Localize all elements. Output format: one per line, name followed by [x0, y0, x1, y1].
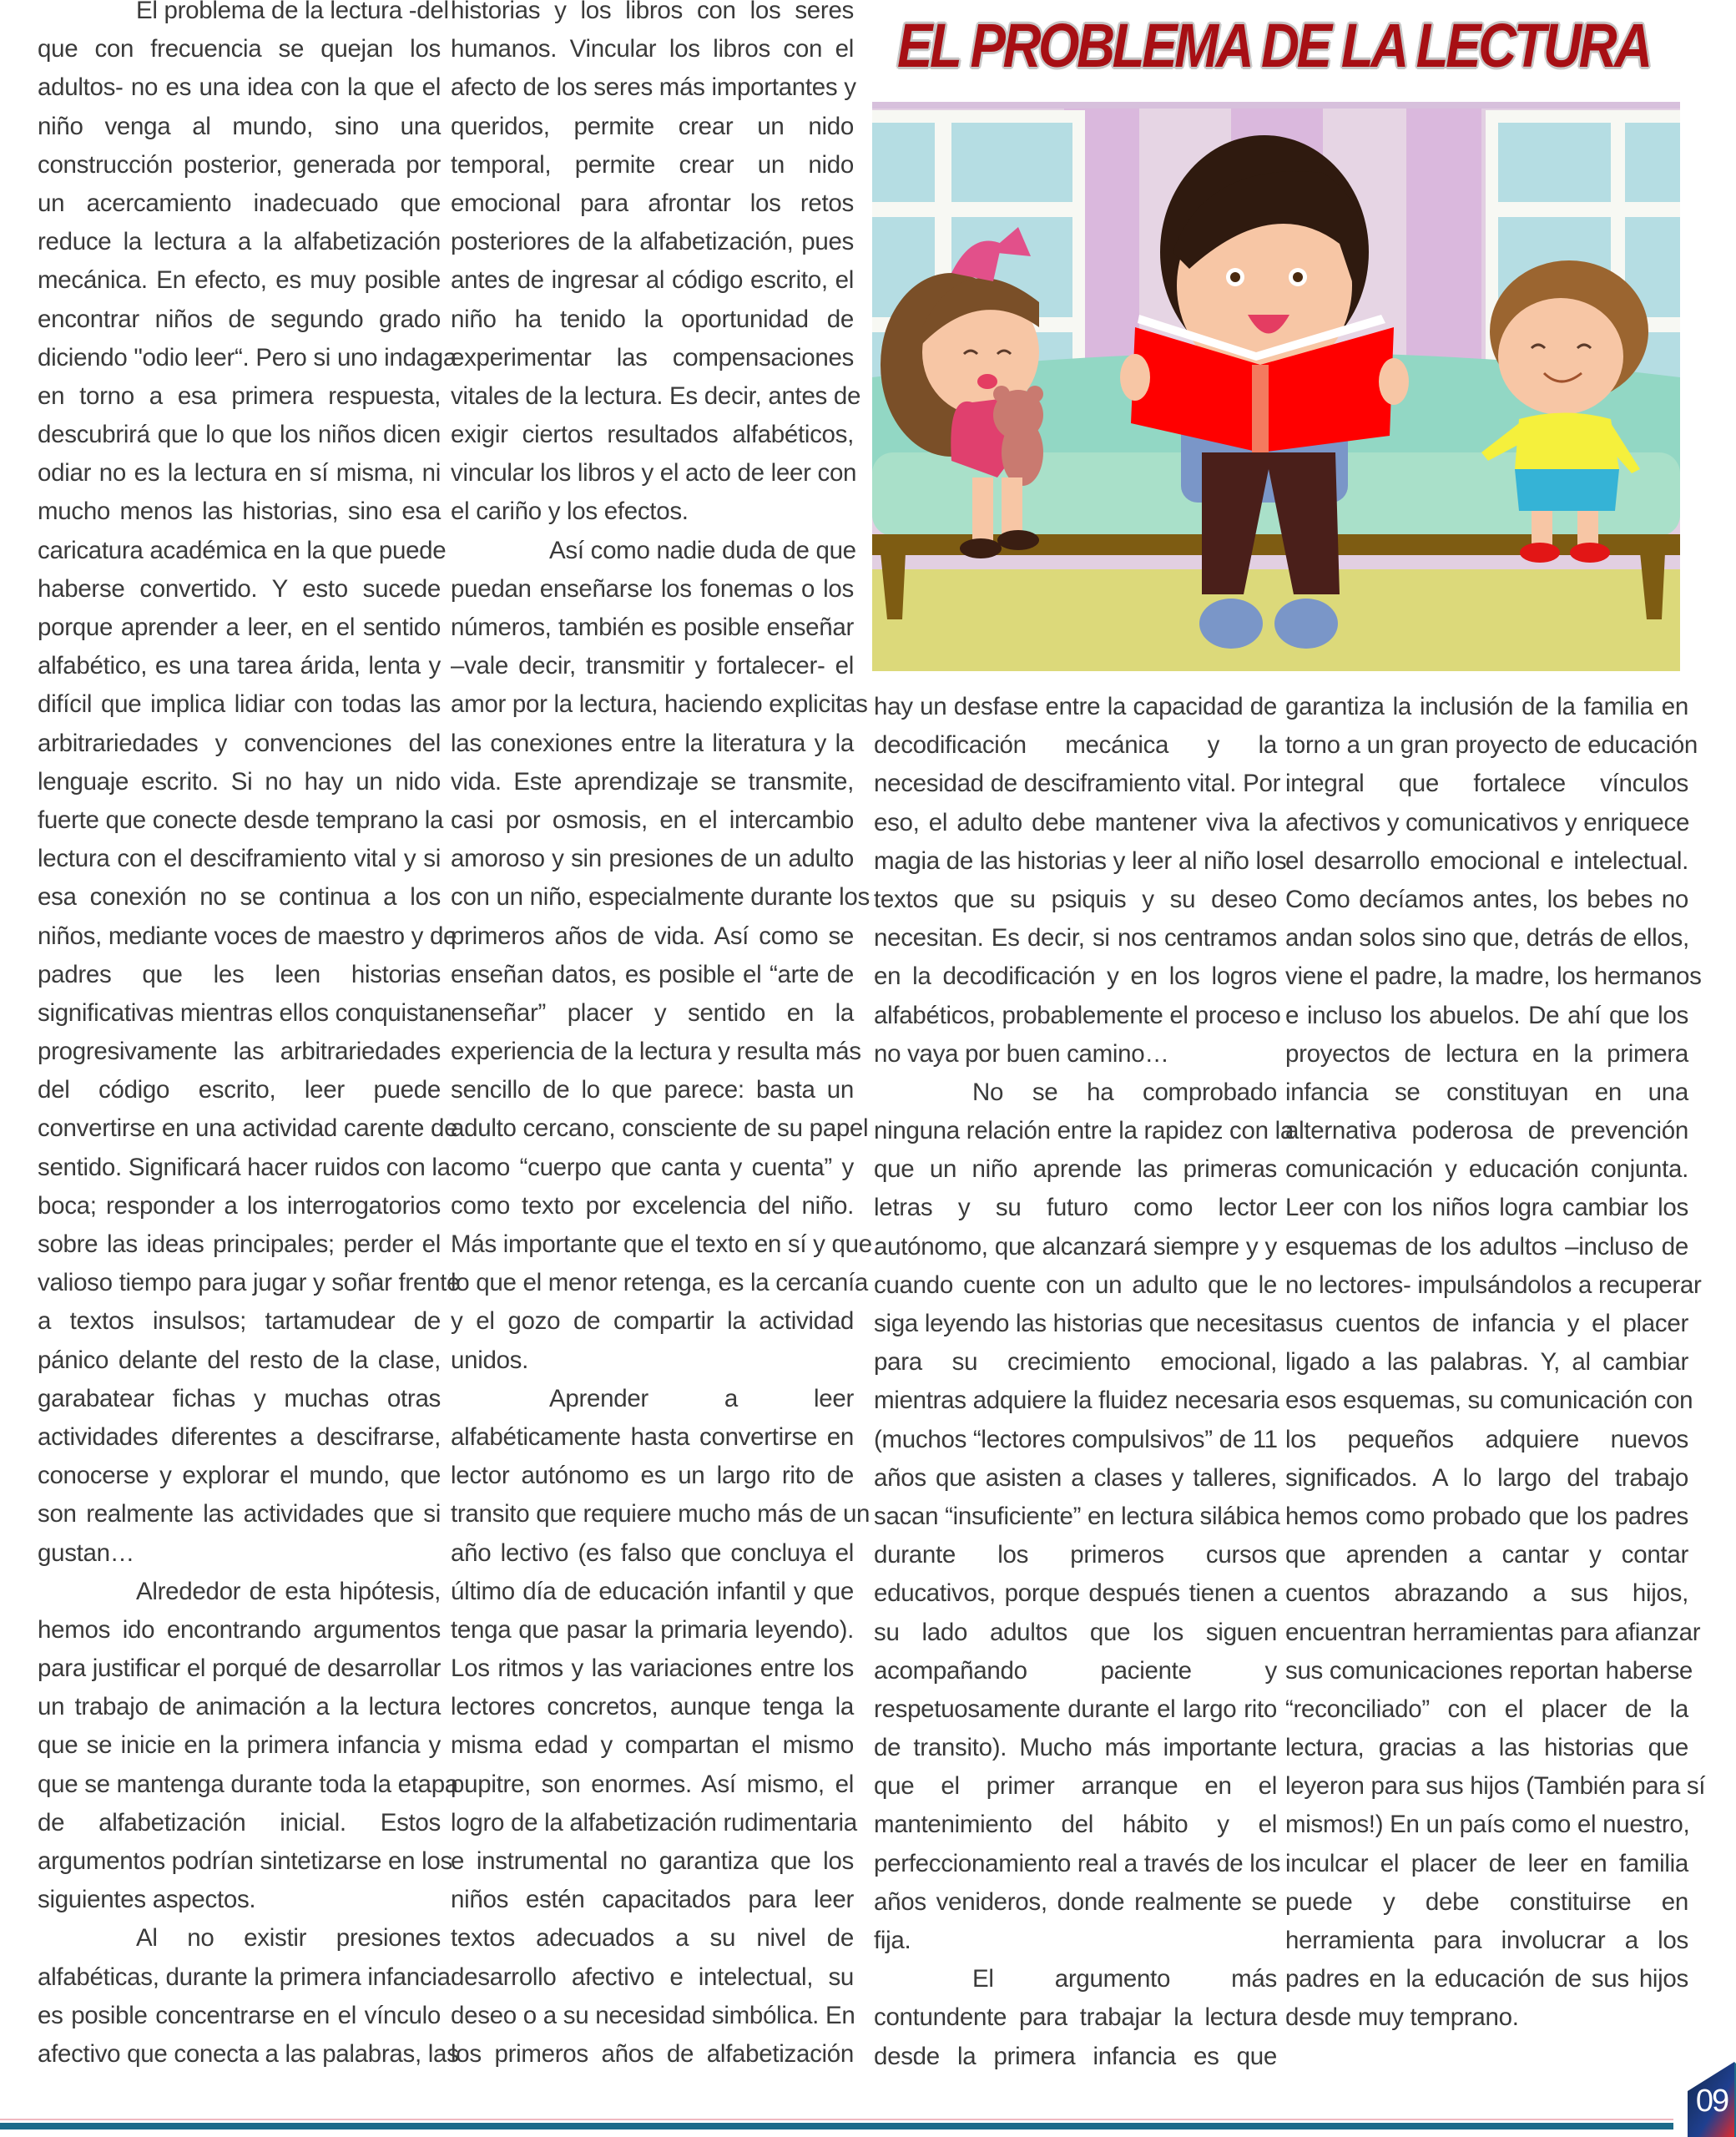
text-line: garabatear fichas y muchas otras: [38, 1384, 441, 1412]
text-line: vitales de la lectura. Es decir, antes de: [451, 381, 861, 410]
text-line: sencillo de lo que parece: basta un: [451, 1076, 854, 1104]
text-line: sobre las ideas principales; perder el: [38, 1230, 441, 1258]
text-line: alfabéticas, durante la primera infancia: [38, 1963, 451, 1991]
text-line: casi por osmosis, en el intercambio: [451, 806, 854, 834]
text-line: lo que el menor retenga, es la cercanía: [451, 1269, 868, 1297]
text-line: proyectos de lectura en la primera: [1285, 1039, 1688, 1068]
text-line: las conexiones entre la literatura y la: [451, 729, 854, 757]
text-line: padres en la educación de sus hijos: [1285, 1965, 1688, 1993]
text-line: niños, mediante voces de maestro y de: [38, 922, 457, 950]
text-line: año lectivo (es falso que concluya el: [451, 1538, 854, 1567]
text-line: textos que su psiquis y su deseo: [874, 885, 1277, 913]
text-line: alternativa poderosa de prevención: [1285, 1117, 1688, 1145]
text-line: reduce la lectura a la alfabetización: [38, 228, 441, 256]
text-line: su lado adultos que los siguen: [874, 1618, 1277, 1646]
text-line: Como decíamos antes, los bebes no: [1285, 885, 1688, 913]
text-line: gustan…: [38, 1538, 134, 1567]
text-line: durante los primeros cursos: [874, 1541, 1277, 1569]
text-line: torno a un gran proyecto de educación: [1285, 731, 1698, 760]
text-line: sacan “insuficiente” en lectura silábica: [874, 1502, 1280, 1530]
text-line: niño ha tenido la oportunidad de: [451, 305, 854, 333]
text-line: encontrar niños de segundo grado: [38, 305, 441, 333]
text-line: El argumento más: [972, 1965, 1277, 1993]
text-line: e incluso los abuelos. De ahí que los: [1285, 1001, 1688, 1029]
text-line: Aprender a leer: [549, 1384, 854, 1412]
text-line: primeros años de vida. Así como se: [451, 922, 854, 950]
text-line: (muchos “lectores compulsivos” de 11: [874, 1425, 1278, 1453]
text-line: años venideros, donde realmente se: [874, 1887, 1277, 1916]
text-line: del código escrito, leer puede: [38, 1076, 441, 1104]
text-line: como “cuerpo que canta y cuenta” y: [451, 1153, 854, 1181]
text-line: es posible concentrarse en el vínculo: [38, 2001, 441, 2029]
text-line: afectivo que conecta a las palabras, las: [38, 2039, 459, 2068]
article-column-2: [451, 0, 872, 2074]
text-line: mismos!) En un país como el nuestro,: [1285, 1811, 1690, 1839]
text-line: necesidad de desciframiento vital. Por: [874, 770, 1281, 798]
text-line: tenga que pasar la primaria leyendo).: [451, 1615, 854, 1644]
text-line: fija.: [874, 1927, 911, 1954]
text-line: alfabético, es una tarea árida, lenta y: [38, 652, 441, 680]
text-line: logro de la alfabetización rudimentaria: [451, 1808, 857, 1836]
text-line: vida. Este aprendizaje se transmite,: [451, 767, 854, 796]
text-line: que aprenden a cantar y contar: [1285, 1541, 1688, 1569]
text-line: pánico delante del resto de la clase,: [38, 1346, 441, 1374]
text-line: enseñan datos, es posible el “arte de: [451, 960, 854, 988]
text-line: inculcar el placer de leer en familia: [1285, 1849, 1688, 1877]
text-line: leyeron para sus hijos (También para sí: [1285, 1772, 1706, 1801]
text-line: no vaya por buen camino…: [874, 1039, 1169, 1068]
text-line: convertirse en una actividad carente de: [38, 1114, 458, 1143]
text-line: integral que fortalece vínculos: [1285, 770, 1688, 798]
text-line: el desarrollo emocional e intelectual.: [1285, 846, 1688, 875]
text-line: siga leyendo las historias que necesita: [874, 1310, 1286, 1337]
text-line: andan solos sino que, detrás de ellos,: [1285, 924, 1689, 952]
text-line: porque aprender a leer, en el sentido: [38, 614, 441, 641]
text-line: de transito). Mucho más importante: [874, 1734, 1277, 1762]
text-line: arbitrariedades y convenciones del: [38, 729, 441, 757]
text-line: fuerte que conecte desde temprano la: [38, 806, 444, 834]
text-line: misma edad y compartan el mismo: [451, 1731, 854, 1760]
text-line: comunicación y educación conjunta.: [1285, 1155, 1688, 1184]
text-line: decodificación mecánica y la: [874, 731, 1277, 760]
text-line: queridos, permite crear un nido: [451, 112, 854, 140]
text-line: historias y los libros con los seres: [451, 0, 854, 24]
text-line: perfeccionamiento real a través de los: [874, 1849, 1281, 1877]
text-line: desde la primera infancia es que: [874, 2042, 1277, 2070]
text-line: magia de las historias y leer al niño los: [874, 846, 1287, 875]
text-line: El problema de la lectura -del: [136, 0, 449, 24]
text-line: posteriores de la alfabetización, pues: [451, 228, 854, 256]
text-line: años que asisten a clases y talleres,: [874, 1463, 1277, 1492]
footer-rule: [0, 2123, 1673, 2129]
text-line: significativas mientras ellos conquistan: [38, 998, 452, 1027]
text-line: Al no existir presiones: [136, 1924, 441, 1953]
text-line: odiar no es la lectura en sí misma, ni: [38, 459, 441, 488]
text-line: temporal, permite crear un nido: [451, 150, 854, 179]
text-line: puedan enseñarse los fonemas o los: [451, 574, 854, 603]
text-line: caricatura académica en la que puede: [38, 536, 447, 564]
page-number: 09: [1695, 2084, 1728, 2119]
text-line: letras y su futuro como lector: [874, 1194, 1277, 1222]
text-line: como texto por excelencia del niño.: [451, 1191, 854, 1220]
illustration-family-reading: [872, 102, 1680, 671]
text-line: diciendo "odio leer“. Pero si uno indaga: [38, 343, 457, 371]
text-line: Así como nadie duda de que: [549, 536, 856, 564]
text-line: padres que les leen historias: [38, 960, 441, 988]
text-line: puede y debe constituirse en: [1285, 1887, 1688, 1916]
text-line: mientras adquiere la fluidez necesaria: [874, 1387, 1279, 1415]
text-line: que con frecuencia se quejan los: [38, 35, 441, 63]
text-line: que se mantenga durante toda la etapa: [38, 1770, 458, 1798]
text-line: conocerse y explorar el mundo, que: [38, 1462, 441, 1490]
text-line: para justificar el porqué de desarrollar: [38, 1655, 442, 1683]
text-line: mecánica. En efecto, es muy posible: [38, 266, 441, 295]
text-line: mucho menos las historias, sino esa: [38, 498, 441, 526]
text-line: infancia se constituyan en una: [1285, 1078, 1688, 1106]
text-line: siguientes aspectos.: [38, 1886, 256, 1914]
text-line: Alrededor de esta hipótesis,: [136, 1577, 441, 1605]
text-line: que se inicie en la primera infancia y: [38, 1731, 441, 1760]
text-line: los primeros años de alfabetización: [451, 2039, 854, 2068]
text-line: humanos. Vincular los libros con el: [451, 35, 854, 63]
text-line: descubrirá que lo que los niños dicen: [38, 421, 441, 449]
text-line: experimentar las compensaciones: [451, 343, 854, 371]
text-line: significados. A lo largo del trabajo: [1285, 1463, 1688, 1492]
text-line: acompañando paciente y: [874, 1656, 1277, 1685]
text-line: y el gozo de compartir la actividad: [451, 1307, 854, 1336]
text-line: argumentos podrían sintetizarse en los: [38, 1847, 452, 1875]
text-line: esquemas de los adultos –incluso de: [1285, 1232, 1688, 1260]
text-line: alfabéticos, probablemente el proceso: [874, 1001, 1281, 1029]
text-line: niños estén capacitados para leer: [451, 1886, 854, 1914]
text-line: educativos, porque después tienen a: [874, 1579, 1277, 1608]
text-line: cuentos abrazando a sus hijos,: [1285, 1579, 1688, 1608]
text-line: sus comunicaciones reportan haberse: [1285, 1656, 1693, 1685]
text-line: amoroso y sin presiones de un adulto: [451, 845, 854, 873]
text-line: son realmente las actividades que si: [38, 1500, 441, 1528]
text-line: e instrumental no garantiza que los: [451, 1847, 854, 1875]
footer-accent-rule: [0, 2119, 1673, 2120]
text-line: “reconciliado” con el placer de la: [1285, 1695, 1688, 1723]
text-line: difícil que implica lidiar con todas las: [38, 690, 441, 719]
text-line: afecto de los seres más importantes y: [451, 73, 856, 102]
text-line: necesitan. Es decir, si nos centramos: [874, 924, 1277, 952]
article-title: EL PROBLEMA DE LA LECTURA: [897, 11, 1650, 80]
text-line: para su crecimiento emocional,: [874, 1348, 1277, 1377]
text-line: unidos.: [451, 1346, 529, 1374]
text-line: lectura con el desciframiento vital y si: [38, 845, 441, 873]
text-line: lectores concretos, aunque tenga la: [451, 1693, 854, 1721]
text-line: lector autónomo es un largo rito de: [451, 1462, 854, 1490]
text-line: números, también es posible enseñar: [451, 614, 854, 641]
text-line: sus cuentos de infancia y el placer: [1285, 1310, 1688, 1337]
text-line: contundente para trabajar la lectura: [874, 2003, 1277, 2032]
text-line: Leer con los niños logra cambiar los: [1285, 1194, 1688, 1222]
text-line: alfabéticamente hasta convertirse en: [451, 1422, 854, 1451]
text-line: que un niño aprende las primeras: [874, 1155, 1277, 1184]
text-line: desde muy temprano.: [1285, 2003, 1519, 2032]
text-line: esos esquemas, su comunicación con: [1285, 1387, 1693, 1415]
article-column-3: [874, 688, 1294, 2076]
article-column-1: [38, 0, 461, 2074]
text-line: esa conexión no se continua a los: [38, 883, 441, 912]
text-line: lenguaje escrito. Si no hay un nido: [38, 767, 441, 796]
text-line: Los ritmos y las variaciones entre los: [451, 1655, 854, 1683]
text-line: mantenimiento del hábito y el: [874, 1811, 1277, 1839]
text-line: adulto cercano, consciente de su papel: [451, 1114, 869, 1143]
text-line: desarrollo afectivo e intelectual, su: [451, 1963, 854, 1991]
text-line: emocional para afrontar los retos: [451, 189, 854, 217]
text-line: antes de ingresar al código escrito, el: [451, 266, 854, 295]
text-line: el cariño y los efectos.: [451, 498, 689, 526]
text-line: ninguna relación entre la rapidez con la: [874, 1117, 1294, 1145]
text-line: hemos como probado que los padres: [1285, 1502, 1688, 1530]
text-line: enseñar” placer y sentido en la: [451, 998, 854, 1027]
text-line: lectura, gracias a las historias que: [1285, 1734, 1688, 1762]
text-line: en torno a esa primera respuesta,: [38, 381, 441, 410]
text-line: amor por la lectura, haciendo explicitas: [451, 690, 868, 719]
text-line: los pequeños adquiere nuevos: [1285, 1425, 1688, 1453]
text-line: herramienta para involucrar a los: [1285, 1927, 1688, 1954]
text-line: boca; responder a los interrogatorios: [38, 1191, 441, 1220]
text-line: respetuosamente durante el largo rito: [874, 1695, 1277, 1723]
text-line: experiencia de la lectura y resulta más: [451, 1038, 861, 1066]
text-line: deseo o a su necesidad simbólica. En: [451, 2001, 855, 2029]
text-line: progresivamente las arbitrariedades: [38, 1038, 441, 1066]
text-line: pupitre, son enormes. Así mismo, el: [451, 1770, 854, 1798]
text-line: hay un desfase entre la capacidad de: [874, 693, 1277, 720]
text-line: sentido. Significará hacer ruidos con la: [38, 1153, 451, 1181]
text-line: haberse convertido. Y esto sucede: [38, 574, 441, 603]
text-line: un trabajo de animación a la lectura: [38, 1693, 441, 1721]
text-line: vincular los libros y el acto de leer con: [451, 459, 857, 488]
text-line: transito que requiere mucho más de un: [451, 1500, 871, 1528]
text-line: adultos- no es una idea con la que el: [38, 73, 441, 102]
text-line: Más importante que el texto en sí y que: [451, 1230, 872, 1258]
text-line: exigir ciertos resultados alfabéticos,: [451, 421, 854, 449]
text-line: encuentran herramientas para afianzar: [1285, 1618, 1701, 1646]
text-line: No se ha comprobado: [972, 1078, 1277, 1106]
text-line: que el primer arranque en el: [874, 1772, 1277, 1801]
article-column-4: [1285, 688, 1706, 2038]
text-line: construcción posterior, generada por: [38, 150, 441, 179]
text-line: en la decodificación y en los logros: [874, 962, 1277, 991]
text-line: no lectores- impulsándolos a recuperar: [1285, 1271, 1702, 1299]
text-line: hemos ido encontrando argumentos: [38, 1615, 441, 1644]
text-line: valioso tiempo para jugar y soñar frente: [38, 1269, 461, 1297]
text-line: niño venga al mundo, sino una: [38, 112, 441, 140]
text-line: cuando cuente con un adulto que le: [874, 1271, 1277, 1299]
text-line: textos adecuados a su nivel de: [451, 1924, 854, 1953]
text-line: a textos insulsos; tartamudear de: [38, 1307, 441, 1336]
text-line: garantiza la inclusión de la familia en: [1285, 693, 1688, 720]
text-line: un acercamiento inadecuado que: [38, 189, 441, 217]
text-line: autónomo, que alcanzará siempre y y: [874, 1232, 1277, 1260]
text-line: actividades diferentes a descifrarse,: [38, 1422, 441, 1451]
text-line: con un niño, especialmente durante los: [451, 883, 870, 912]
text-line: eso, el adulto debe mantener viva la: [874, 808, 1277, 836]
text-line: afectivos y comunicativos y enriquece: [1285, 808, 1690, 836]
text-line: –vale decir, transmitir y fortalecer- el: [451, 652, 854, 680]
text-line: de alfabetización inicial. Estos: [38, 1808, 441, 1836]
text-line: ligado a las palabras. Y, al cambiar: [1285, 1348, 1688, 1377]
text-line: viene el padre, la madre, los hermanos: [1285, 962, 1702, 991]
text-line: último día de educación infantil y que: [451, 1577, 854, 1605]
